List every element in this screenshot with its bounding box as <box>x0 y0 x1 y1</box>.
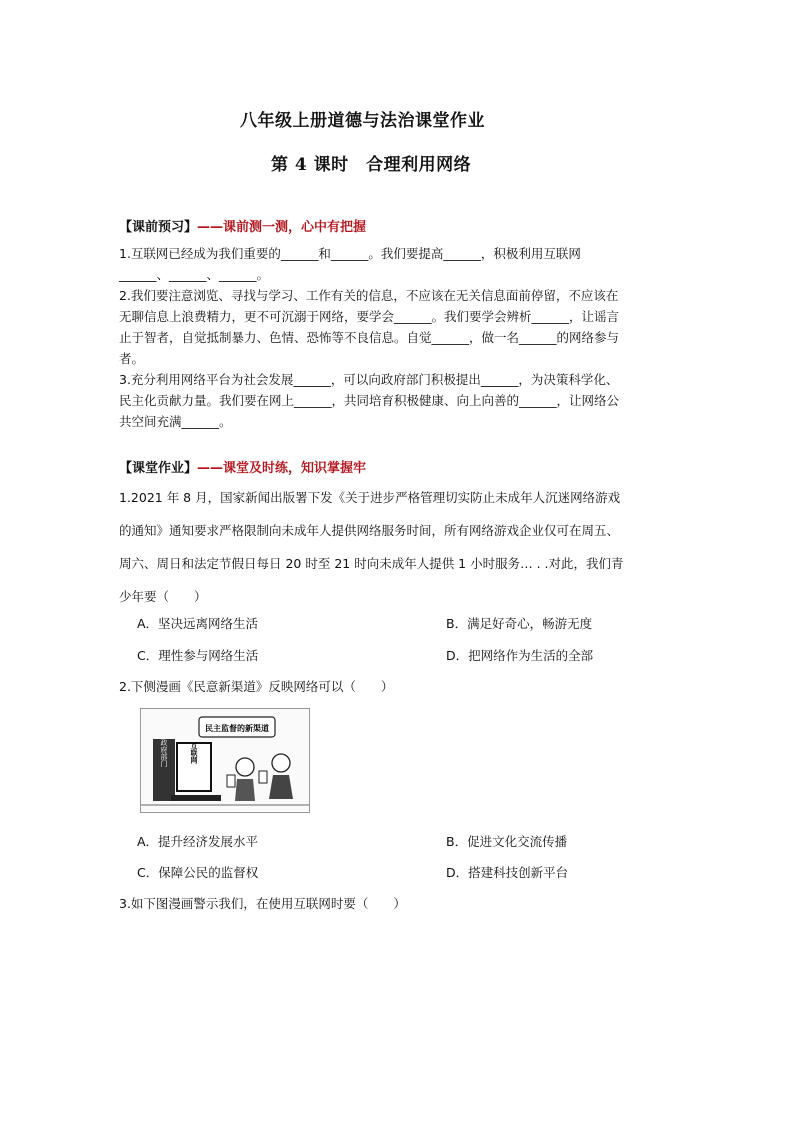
preview-text <box>119 243 619 432</box>
preview-tag: 【课前预习】 <box>119 220 198 235</box>
cartoon-drawing <box>141 709 309 812</box>
q1-option-a: A．坚决远离网络生活 <box>137 616 259 631</box>
letter-paper <box>227 775 235 787</box>
page-subtitle: 第 4 课时 合理利用网络 <box>271 155 472 175</box>
bubble-text: 民主监督的新渠道 <box>205 724 269 733</box>
screen-label: 互联网 <box>190 742 198 764</box>
question-line: 1.2021 年 8 月，国家新闻出版署下发《关于进步严格管理切实防止未成年人沉迷网络游戏 <box>119 490 621 505</box>
classwork-section-heading <box>119 457 366 476</box>
preview-line: 3.充分利用网络平台为社会发展______，可以向政府部门积极提出______，为决策科学化、 <box>119 372 619 387</box>
preview-line: 1.互联网已经成为我们重要的______和______。我们要提高______，积极利用互联网 <box>119 246 581 261</box>
q2-option-c: C．保障公民的监督权 <box>137 865 259 880</box>
page-title: 八年级上册道德与法治课堂作业 <box>240 111 485 131</box>
question-line: 少年要（ ） <box>119 589 207 604</box>
computer-base <box>171 795 221 801</box>
q1-option-d: D．把网络作为生活的全部 <box>446 648 594 663</box>
preview-section-heading <box>119 216 366 235</box>
preview-line: ______、______、______。 <box>119 267 270 282</box>
preview-line: 无聊信息上浪费精力，更不可沉溺于网络，要学会______。我们要学会辨析______，让谣言 <box>119 309 620 324</box>
person-head <box>272 754 290 772</box>
q1-option-c: C．理性参与网络生活 <box>137 648 259 663</box>
person-body <box>235 779 255 801</box>
classwork-tag: 【课堂作业】 <box>119 461 198 476</box>
question-3-stem: 3.如下图漫画警示我们，在使用互联网时要（ ） <box>119 896 406 911</box>
question-line: 的通知》通知要求严格限制向未成年人提供网络服务时间，所有网络游戏企业仅可在周五、 <box>119 523 620 538</box>
preview-line: 民主化贡献力量。我们要在网上______，共同培育积极健康、向上向善的______，让网络公 <box>119 393 620 408</box>
person-head <box>236 758 254 776</box>
preview-line: 止于智者，自觉抵制暴力、色情、恐怖等不良信息。自觉______，做一名______的网络参与 <box>119 330 620 345</box>
letter-paper <box>259 771 267 783</box>
q2-option-b: B．促进文化交流传播 <box>446 834 568 849</box>
question-2-stem: 2.下侧漫画《民意新渠道》反映网络可以（ ） <box>119 679 394 694</box>
q2-option-a: A．提升经济发展水平 <box>137 834 259 849</box>
building-label: 政府部门 <box>160 739 168 767</box>
question-1-stem <box>119 481 624 613</box>
preview-line: 2.我们要注意浏览、寻找与学习、工作有关的信息，不应该在无关信息面前停留，不应该在 <box>119 288 619 303</box>
preview-slogan: ——课前测一测，心中有把握 <box>197 220 367 235</box>
preview-line: 共空间充满______。 <box>119 414 232 429</box>
q1-option-b: B．满足好奇心，畅游无度 <box>446 616 593 631</box>
preview-line: 者。 <box>119 351 145 366</box>
question-line: 周六、周日和法定节假日每日 20 时至 21 时向未成年人提供 1 小时服务… . .对此，我们青 <box>119 556 624 571</box>
q2-option-d: D．搭建科技创新平台 <box>446 865 569 880</box>
classwork-slogan: ——课堂及时练，知识掌握牢 <box>197 461 367 476</box>
cartoon-illustration <box>140 708 310 813</box>
person-body <box>269 775 293 799</box>
